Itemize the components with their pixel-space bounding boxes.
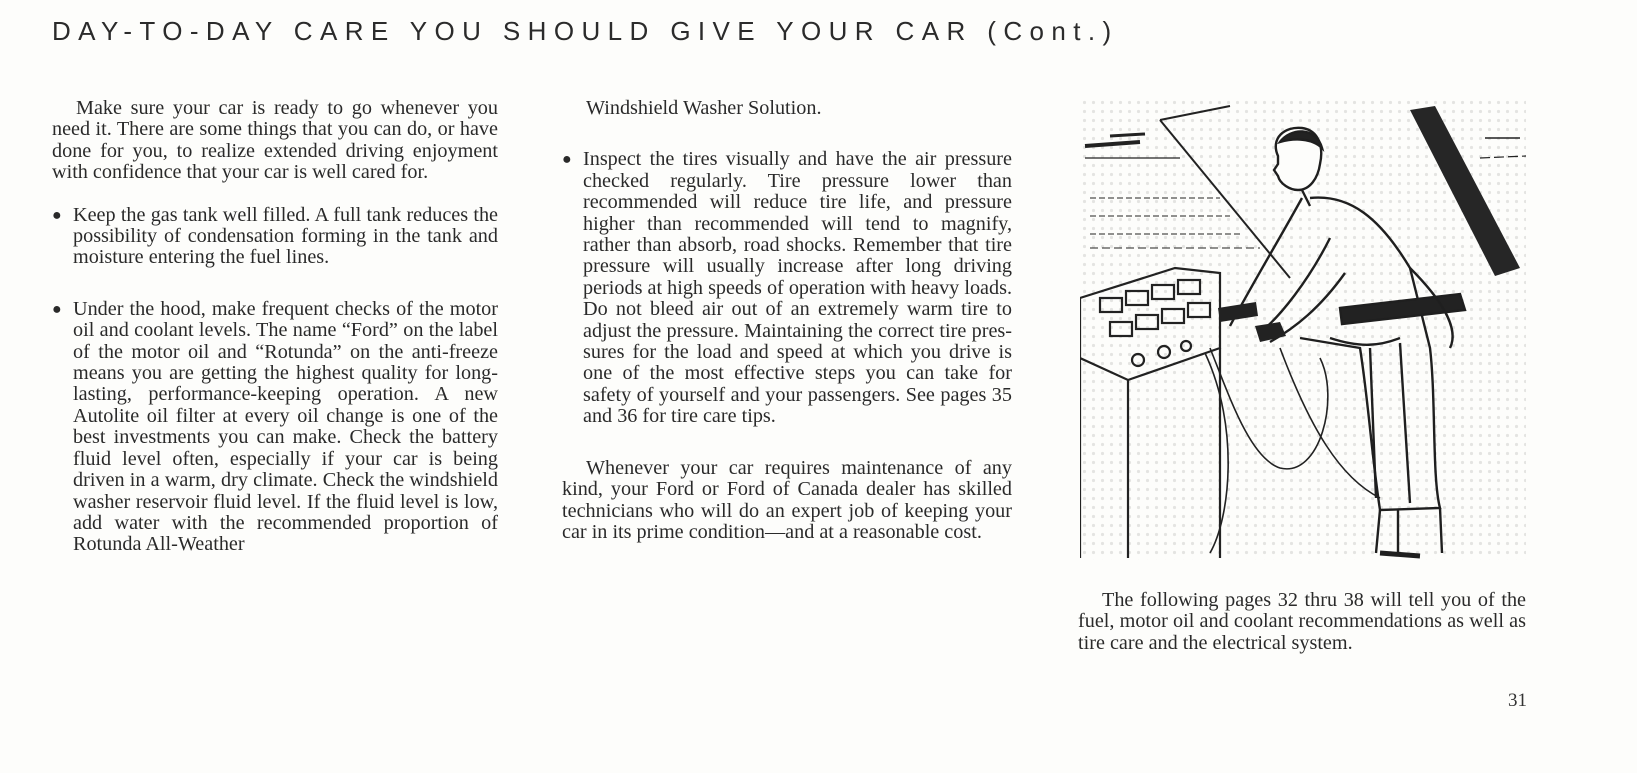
- column-2: [562, 98, 1012, 543]
- bullet-under-hood: [52, 299, 498, 556]
- bullet-gas-tank: [52, 205, 498, 269]
- closing-paragraph: Whenever your car requires maintenance of any kind, your Ford or Ford of Canada dealer has skilled technicians who will do an expert job of keeping your car in its prime condition—and at a reasonable cost.: [562, 456, 1012, 543]
- column-3: [1078, 590, 1526, 654]
- intro-paragraph: Make sure your car is ready to go whenever you need it. There are some things that you can do, or have done for you, to realize extended driving enjoyment with confidence that your car is well cared for.: [52, 97, 498, 184]
- bullet-under-hood-text: Under the hood, make frequent checks of the motor oil and coolant levels. The name “Ford” on the label of the motor oil and “Rotunda” on the anti-freeze means you are getting the highest quality for long-lasting, performance-keeping operation. A new Autolite oil filter at every oil change is one of the best investments you can make. Check the battery fluid level often, especially if your car is being driven in a warm, dry climate. Check the windshield washer reservoir fluid level. If the fluid level is low, add water with the recommended proportion of Rotunda All-Weather: [73, 297, 498, 556]
- bullet-under-hood-continued: Windshield Washer Solution.: [586, 97, 822, 119]
- mechanic-illustration: [1080, 98, 1526, 560]
- bullet-tires: [562, 149, 1012, 427]
- illustration-caption: The following pages 32 thru 38 will tell you of the fuel, motor oil and coolant recommendations as well as tire care and the electrical system.: [1078, 589, 1526, 654]
- bullet-gas-tank-text: Keep the gas tank well filled. A full tank reduces the possibility of condensation forming in the tank and moisture entering the fuel lines.: [73, 203, 498, 269]
- column-1: [52, 98, 498, 556]
- page-title: DAY-TO-DAY CARE YOU SHOULD GIVE YOUR CAR (Cont.): [52, 16, 1119, 46]
- bullet-dot-icon: ●: [52, 206, 62, 224]
- page-number: 31: [1508, 690, 1527, 711]
- bullet-tires-text: Inspect the tires visually and have the air pressure checked regularly. Tire pressure lower than recommended will reduce tire life, and pressure higher than recommended will tend to magnify, rather than absorb, road shocks. Remember that tire pressure will usually increase after long driving periods at high speeds of operation with heavy loads. Do not bleed air out of an extremely warm tire to adjust the pressure. Maintaining the correct tire pressures for the load and speed at which you drive is one of the most effective steps you can take for safety of yourself and your passengers. See pages 35 and 36 for tire care tips.: [583, 148, 1012, 428]
- bullet-dot-icon: ●: [562, 151, 572, 169]
- bullet-dot-icon: ●: [52, 300, 62, 318]
